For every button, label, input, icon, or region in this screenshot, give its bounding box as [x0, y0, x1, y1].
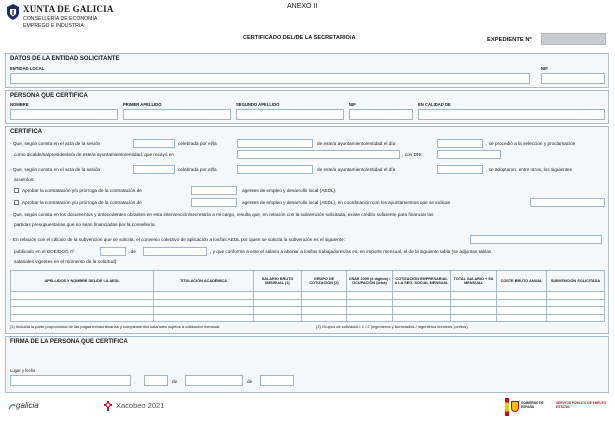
persona-title: PERSONA QUE CERTIFICA — [10, 93, 88, 99]
table-cell[interactable] — [302, 292, 347, 300]
cert-p3-line2: partidas presupuestarias que no sean financiadas por la consellería. — [14, 222, 156, 227]
table-cell[interactable] — [11, 299, 154, 307]
table-cell[interactable] — [347, 314, 393, 322]
col-header-titulacion: TITULACIÓN ACADÉMICA — [154, 271, 254, 292]
col-header-total: TOTAL SALARIO + SS MENSUAL — [451, 271, 497, 292]
table-cell[interactable] — [254, 292, 302, 300]
table-cell[interactable] — [254, 314, 302, 322]
galicia-logo — [8, 400, 48, 414]
persona-nif-label: NIF — [349, 102, 356, 107]
col-header-cotizacion: COTIZACIÓN EMPRESARIAL A LA SEG. SOCIAL MENSUAL — [393, 271, 451, 292]
table-cell[interactable] — [154, 314, 254, 322]
galicia-swoosh-icon — [8, 403, 16, 411]
opt1-b: agentes de empleo y desarrollo local (AEDL). — [242, 188, 337, 193]
cert-l1-session-field[interactable] — [133, 139, 175, 148]
firma-year-field[interactable] — [260, 375, 294, 386]
firma-date-label: Lugar y fecha — [10, 368, 36, 373]
cert-p4-c: , de — [128, 249, 136, 254]
persona-apellido2-field[interactable] — [236, 109, 344, 120]
expediente-label: EXPEDIENTE Nº — [487, 37, 532, 43]
table-cell[interactable] — [154, 307, 254, 315]
expediente-field[interactable] — [541, 33, 606, 45]
table-cell[interactable] — [497, 307, 547, 315]
cert-l1-b: celebrada por el/la — [178, 141, 217, 146]
galicia-wordmark: galicia — [16, 401, 39, 410]
table-cell[interactable] — [302, 307, 347, 315]
persona-apellido2-label: SEGUNDO APELLIDO — [236, 102, 280, 107]
table-cell[interactable] — [547, 292, 605, 300]
cert-p4-e: salariales vigentes en el momento de la solicitud): — [14, 259, 118, 264]
opt2-checkbox[interactable] — [14, 200, 19, 205]
certifica-title: CERTIFICA — [10, 129, 42, 135]
cert-p4-b: publicado en el BOE/DOG nº — [14, 249, 75, 254]
cert-l2-date-field[interactable] — [437, 165, 483, 174]
persona-nombre-field[interactable] — [10, 109, 118, 120]
cert-l2-d: , se adoptaron, entre otros, los siguientes — [486, 167, 572, 172]
table-cell[interactable] — [451, 314, 497, 322]
dept-line2: EMPREGO E INDUSTRIA — [23, 23, 84, 29]
cert-p4-a: - En relación con el cálculo de la subvención que se solicita, el convenio colectivo de aplicación a los/las AEDL por quien se solicita la subvención es el siguiente: — [10, 237, 345, 242]
table-cell[interactable] — [497, 314, 547, 322]
firma-place-field[interactable] — [10, 375, 131, 386]
persona-nif-field[interactable] — [349, 109, 413, 120]
col-header-cnae: CNAE 2009 (4 dígitos) / OCUPACIÓN (letra) — [347, 271, 393, 292]
firma-title: FIRMA DE LA PERSONA QUE CERTIFICA — [10, 339, 128, 345]
col-header-salario: SALARIO BRUTO MENSUAL (1) — [254, 271, 302, 292]
opt1-count-field[interactable] — [191, 186, 237, 195]
xunta-emblem-icon — [6, 4, 20, 20]
firma-sep3: de — [247, 379, 253, 384]
boe-date-field[interactable] — [143, 247, 207, 256]
doc-title: CERTIFICADO DEL/DE LA SECRETARIO/A — [243, 35, 356, 41]
persona-apellido1-label: PRIMER APELLIDO — [123, 102, 162, 107]
entidad-title: DATOS DE LA ENTIDAD SOLICITANTE — [10, 56, 120, 62]
cert-l1-f: , con DNI — [402, 152, 422, 157]
xunta-logo — [6, 3, 116, 33]
xacobeo-logo — [102, 398, 182, 414]
persona-apellido1-field[interactable] — [123, 109, 231, 120]
cert-p4-d: , y que conforme a este el salario a abonar a los/las trabajadores/as es, en importe mensual, el de la siguiente tabla (se adjuntan tablas — [210, 249, 492, 254]
cert-l1-date-field[interactable] — [437, 139, 483, 148]
cert-l1-organ-field[interactable] — [237, 139, 313, 148]
convenio-field[interactable] — [470, 235, 602, 244]
cert-l1-c: de este/a ayuntamiento/entidad el día — [317, 141, 396, 146]
table-cell[interactable] — [254, 307, 302, 315]
table-cell[interactable] — [254, 299, 302, 307]
table-cell[interactable] — [393, 292, 451, 300]
persona-nombre-label: NOMBRE — [10, 102, 29, 107]
table-row — [11, 314, 605, 322]
sepe-logo — [556, 398, 611, 418]
cert-l2-a: - Que, según consta en el acta de la sesión — [10, 167, 101, 172]
table-row — [11, 299, 605, 307]
cert-l1-d: , se procedió a la selección y proclamación — [486, 141, 576, 146]
firma-month-field[interactable] — [185, 375, 243, 386]
cert-l1-e: como alcalde/sa/presidente/a de este/a ayuntamiento/entidad, que recayó en — [14, 152, 175, 157]
cert-l1-dni-field[interactable] — [437, 150, 501, 159]
table-cell[interactable] — [11, 314, 154, 322]
spain-coat-icon — [511, 401, 519, 412]
annex-label: ANEXO II — [287, 3, 318, 10]
firma-day-field[interactable] — [144, 375, 168, 386]
gov-logo-text: GOBIERNO DE ESPAÑA — [521, 401, 544, 409]
boe-number-field[interactable] — [100, 247, 126, 256]
col-header-grupo: GRUPO DE COTIZACIÓN (2) — [302, 271, 347, 292]
opt2-ayuntamientos-field[interactable] — [530, 198, 605, 207]
table-cell[interactable] — [451, 292, 497, 300]
table-cell[interactable] — [11, 307, 154, 315]
persona-calidad-field[interactable] — [418, 109, 605, 120]
cert-l2-session-field[interactable] — [133, 165, 175, 174]
spain-gov-logo — [505, 398, 555, 418]
table-cell[interactable] — [347, 292, 393, 300]
table-cell[interactable] — [497, 299, 547, 307]
cert-l2-b: celebrada por el/la — [178, 167, 217, 172]
col-header-nombre: APELLIDOS Y NOMBRE DEL/DE LA AEDL — [11, 271, 154, 292]
table-cell[interactable] — [497, 292, 547, 300]
table-cell[interactable] — [154, 292, 254, 300]
xacobeo-cross-icon — [102, 400, 114, 412]
table-cell[interactable] — [347, 299, 393, 307]
col-header-coste: COSTE BRUTO ANUAL — [497, 271, 547, 292]
cert-l2-c: de este/a ayuntamiento/entidad el día — [317, 167, 396, 172]
table-cell[interactable] — [347, 307, 393, 315]
table-cell[interactable] — [547, 314, 605, 322]
table-cell[interactable] — [393, 307, 451, 315]
table-cell[interactable] — [302, 314, 347, 322]
footnote-2: (2) Grupos de cotización: 1 / 2 (ingenieros y licenciados / ingenieros técnicos, peritos). — [316, 324, 469, 329]
org-name: XUNTA DE GALICIA — [23, 4, 114, 14]
table-cell[interactable] — [547, 307, 605, 315]
cert-l1-name-field[interactable] — [237, 150, 400, 159]
table-cell[interactable] — [547, 299, 605, 307]
footnote-1: (1) Incluida la parte proporcional de las pagas extraordinarias y complementos salariales sujetos a cotización mensual. — [10, 324, 221, 329]
table-cell[interactable] — [393, 299, 451, 307]
table-row — [11, 307, 605, 315]
cert-l1-a: - Que, según consta en el acta de la sesión — [10, 141, 101, 146]
firma-sep1: , — [134, 379, 136, 384]
cert-l2-e: acuerdos: — [14, 177, 35, 182]
spain-flag-strip — [505, 398, 509, 416]
dept-line1: CONSELLERÍA DE ECONOMÍA — [23, 16, 98, 22]
xacobeo-wordmark: Xacobeo 2021 — [116, 401, 165, 410]
cert-l2-organ-field[interactable] — [237, 165, 313, 174]
salary-table — [10, 270, 605, 322]
opt2-a: Aprobar la contratación y/o prórroga de la contratación de — [22, 200, 142, 205]
table-row — [11, 292, 605, 300]
firma-sep2: de — [172, 379, 178, 384]
table-cell[interactable] — [393, 314, 451, 322]
table-cell[interactable] — [11, 292, 154, 300]
table-cell[interactable] — [302, 299, 347, 307]
opt1-checkbox[interactable] — [14, 188, 19, 193]
cert-p3-line1: - Que, según consta en los documentos y antecedentes obrantes en esta intervención/secretaría a mi cargo, resulta que, en relación con la subvención solicitada, existe crédito suficiente para financiar las — [10, 212, 434, 217]
opt2-b: agentes de empleo y desarrollo local (AEDL), en coordinación con los ayuntamientos que se indican — [242, 200, 451, 205]
entidad-nif-label: NIF — [541, 66, 548, 71]
persona-calidad-label: EN CALIDAD DE — [418, 102, 451, 107]
table-cell[interactable] — [451, 307, 497, 315]
table-cell[interactable] — [154, 299, 254, 307]
entidad-local-field[interactable] — [10, 73, 530, 84]
entidad-local-label: ENTIDAD LOCAL — [10, 66, 45, 71]
sepe-logo-text: SERVICIO PÚBLICO DE EMPLEO ESTATAL — [556, 401, 607, 409]
opt1-a: Aprobar la contratación y/o prórroga de la contratación de — [22, 188, 142, 193]
table-cell[interactable] — [451, 299, 497, 307]
col-header-subvencion: SUBVENCIÓN SOLICITADA — [547, 271, 605, 292]
opt2-count-field[interactable] — [191, 198, 237, 207]
entidad-nif-field[interactable] — [541, 73, 605, 84]
